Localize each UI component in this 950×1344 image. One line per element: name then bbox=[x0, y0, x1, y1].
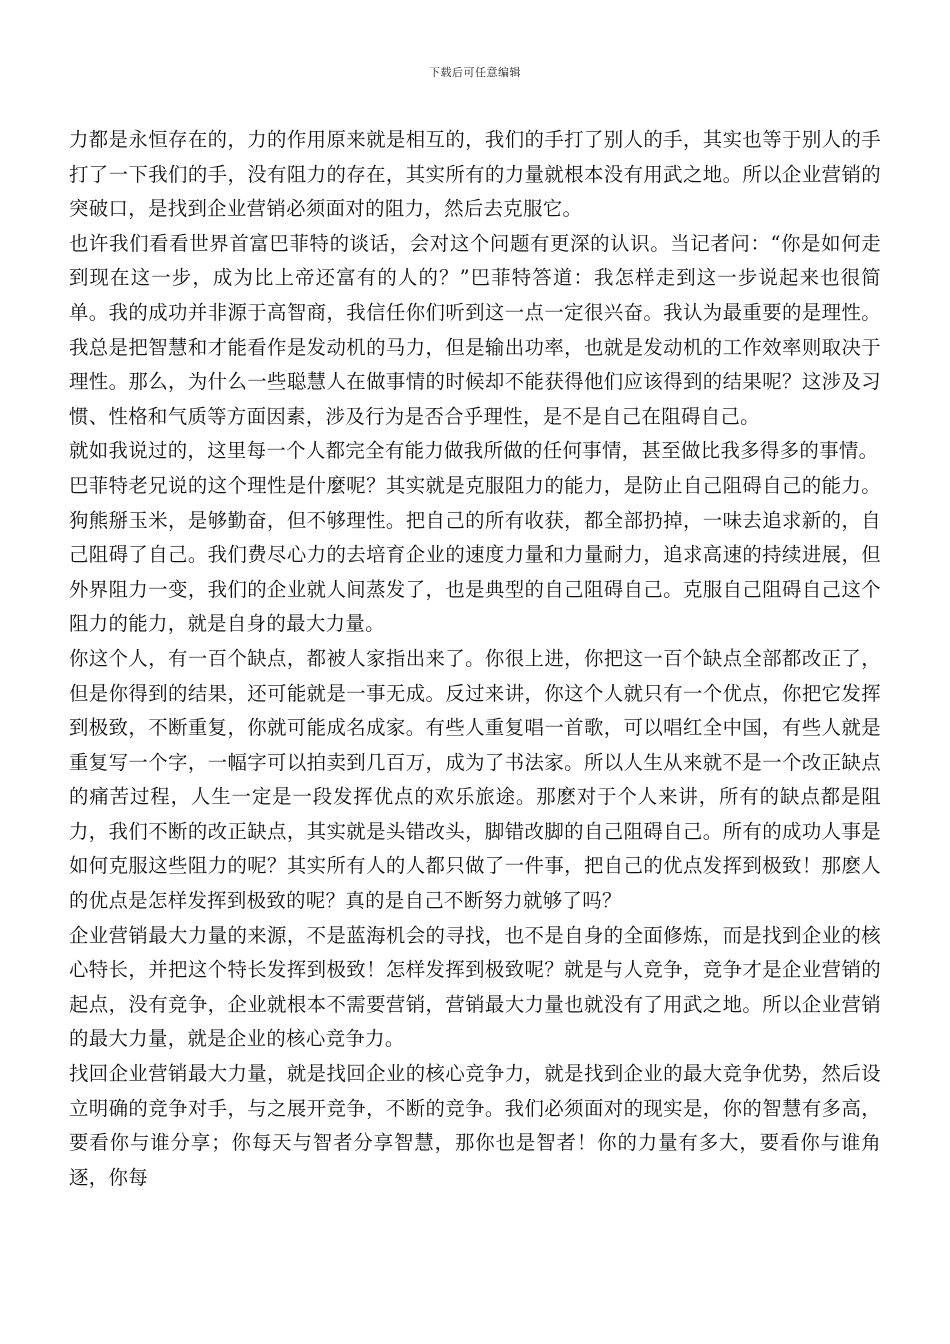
paragraph: 也许我们看看世界首富巴菲特的谈话，会对这个问题有更深的认识。当记者问：“你是如何走到现在这一步，成为比上帝还富有的人的？”巴菲特答道：我怎样走到这一步说起来也很简单。我的成功并非源于高智商，我信任你们听到这一点一定很兴奋。我认为最重要的是理性。我总是把智慧和才能看作是发动机的马力，但是输出功率，也就是发动机的工作效率则取决于理性。那么，为什么一些聪慧人在做事情的时候却不能获得他们应该得到的结果呢？这涉及习惯、性格和气质等方面因素，涉及行为是否合乎理性，是不是自己在阻碍自己。 bbox=[69, 231, 881, 428]
page-header: 下载后可任意编辑 bbox=[429, 66, 521, 79]
paragraph: 企业营销最大力量的来源，不是蓝海机会的寻找，也不是自身的全面修炼，而是找到企业的核心特长，并把这个特长发挥到极致！怎样发挥到极致呢？就是与人竞争，竞争才是企业营销的起点，没有竞争，企业就根本不需要营销，营销最大力量也就没有了用武之地。所以企业营销的最大力量，就是企业的核心竞争力。 bbox=[69, 923, 881, 1051]
paragraph: 巴菲特老兄说的这个理性是什麼呢？其实就是克服阻力的能力，是防止自己阻碍自己的能力。狗熊掰玉米，是够勤奋，但不够理性。把自己的所有收获，都全部扔掉，一味去追求新的，自己阻碍了自己。我们费尽心力的去培育企业的速度力量和力量耐力，追求高速的持续进展，但外界阻力一变，我们的企业就人间蒸发了，也是典型的自己阻碍自己。克服自己阻碍自己这个阻力的能力，就是自身的最大力量。 bbox=[69, 473, 881, 636]
paragraph: 力都是永恒存在的，力的作用原来就是相互的，我们的手打了别人的手，其实也等于别人的手打了一下我们的手，没有阻力的存在，其实所有的力量就根本没有用武之地。所以企业营销的突破口，是找到企业营销必须面对的阻力，然后去克服它。 bbox=[69, 128, 881, 221]
document-body bbox=[69, 123, 881, 1195]
paragraph: 找回企业营销最大力量，就是找回企业的核心竞争力，就是找到企业的最大竞争优势，然后设立明确的竞争对手，与之展开竞争，不断的竞争。我们必须面对的现实是，你的智慧有多高，要看你与谁分享；你每天与智者分享智慧，那你也是智者！你的力量有多大，要看你与谁角逐，你每 bbox=[69, 1062, 881, 1189]
paragraph: 就如我说过的，这里每一个人都完全有能力做我所做的任何事情，甚至做比我多得多的事情。 bbox=[69, 439, 879, 463]
paragraph: 你这个人，有一百个缺点，都被人家指出来了。你很上进，你把这一百个缺点全部都改正了，但是你得到的结果，还可能就是一事无成。反过来讲，你这个人就只有一个优点，你把它发挥到极致，不断重复，你就可能成名成家。有些人重复唱一首歌，可以唱红全中国，有些人就是重复写一个字，一幅字可以拍卖到几百万，成为了书法家。所以人生从来就不是一个改正缺点的痛苦过程，人生一定是一段发挥优点的欢乐旅途。那麽对于个人来讲，所有的缺点都是阻力，我们不断的改正缺点，其实就是头错改头，脚错改脚的自己阻碍自己。所有的成功人事是如何克服这些阻力的呢？其实所有人的人都只做了一件事，把自己的优点发挥到极致！那麽人的优点是怎样发挥到极致的呢？真的是自己不断努力就够了吗？ bbox=[69, 646, 881, 913]
